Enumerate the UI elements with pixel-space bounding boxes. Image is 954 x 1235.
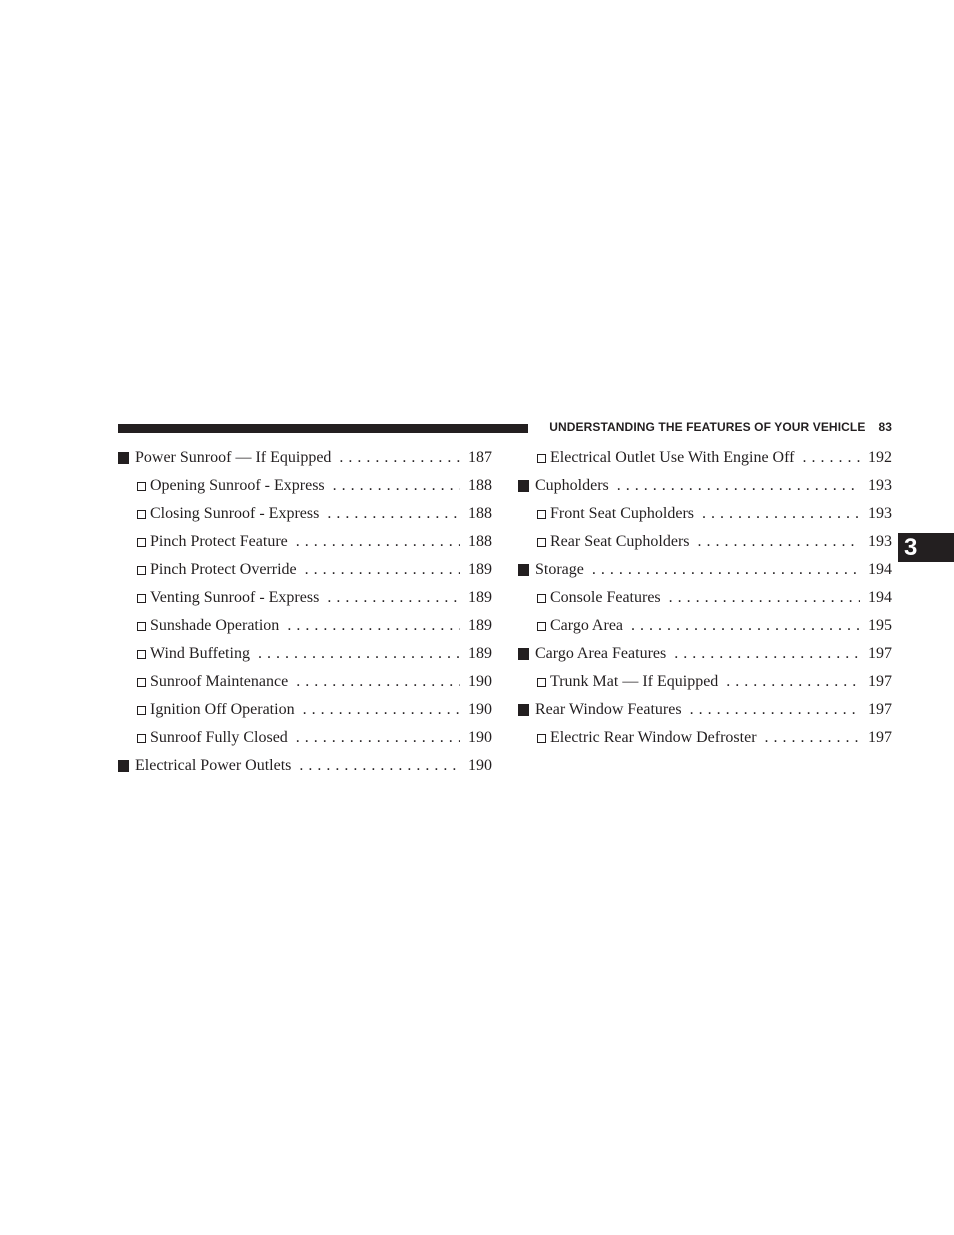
- toc-entry-page: 190: [468, 673, 492, 690]
- dot-leader: [333, 477, 460, 495]
- toc-entry-page: 197: [868, 729, 892, 746]
- chapter-tab: [898, 533, 954, 562]
- hollow-square-bullet-icon: [137, 622, 146, 631]
- hollow-square-bullet-icon: [537, 678, 546, 687]
- toc-subentry[interactable]: [518, 584, 892, 612]
- dot-leader: [339, 449, 460, 467]
- toc-entry-label: Sunroof Maintenance: [150, 673, 289, 690]
- chapter-number: 3: [904, 533, 918, 561]
- toc-column-left: [118, 444, 492, 780]
- toc-entry-label: Electric Rear Window Defroster: [550, 729, 757, 746]
- toc-entry-label: Rear Window Features: [535, 701, 682, 718]
- hollow-square-bullet-icon: [537, 622, 546, 631]
- toc-entry-page: 197: [868, 673, 892, 690]
- dot-leader: [305, 561, 460, 579]
- toc-entry-page: 193: [868, 505, 892, 522]
- toc-entry-page: 188: [468, 477, 492, 494]
- filled-square-bullet-icon: [518, 648, 529, 660]
- filled-square-bullet-icon: [118, 760, 129, 772]
- toc-entry-page: 189: [468, 645, 492, 662]
- toc-subentry[interactable]: [118, 724, 492, 752]
- dot-leader: [296, 729, 460, 747]
- header-title-text: UNDERSTANDING THE FEATURES OF YOUR VEHICLE: [549, 420, 866, 434]
- dot-leader: [617, 477, 860, 495]
- hollow-square-bullet-icon: [137, 538, 146, 547]
- toc-entry-page: 197: [868, 701, 892, 718]
- toc-entry-label: Pinch Protect Override: [150, 561, 297, 578]
- toc-subentry[interactable]: [518, 528, 892, 556]
- hollow-square-bullet-icon: [137, 706, 146, 715]
- toc-subentry[interactable]: [518, 612, 892, 640]
- dot-leader: [702, 505, 860, 523]
- hollow-square-bullet-icon: [537, 510, 546, 519]
- toc-entry-label: Sunshade Operation: [150, 617, 280, 634]
- dot-leader: [327, 505, 460, 523]
- dot-leader: [327, 589, 460, 607]
- toc-entry-page: 195: [868, 617, 892, 634]
- toc-subentry[interactable]: [118, 500, 492, 528]
- toc-subentry[interactable]: [118, 556, 492, 584]
- toc-entry[interactable]: [518, 556, 892, 584]
- hollow-square-bullet-icon: [537, 538, 546, 547]
- hollow-square-bullet-icon: [537, 454, 546, 463]
- toc-entry-label: Rear Seat Cupholders: [550, 533, 690, 550]
- toc-entry-page: 193: [868, 477, 892, 494]
- toc-entry-page: 189: [468, 561, 492, 578]
- toc-entry-page: 187: [468, 449, 492, 466]
- hollow-square-bullet-icon: [137, 482, 146, 491]
- dot-leader: [631, 617, 860, 635]
- dot-leader: [690, 701, 860, 719]
- toc-subentry[interactable]: [118, 668, 492, 696]
- filled-square-bullet-icon: [518, 704, 529, 716]
- toc-entry-page: 192: [868, 449, 892, 466]
- toc-entry-label: Cupholders: [535, 477, 609, 494]
- toc-entry[interactable]: [118, 752, 492, 780]
- header-page-number: 83: [878, 420, 892, 434]
- toc-entry-page: 193: [868, 533, 892, 550]
- dot-leader: [674, 645, 860, 663]
- dot-leader: [296, 533, 460, 551]
- toc-entry-label: Venting Sunroof - Express: [150, 589, 320, 606]
- toc-entry-page: 190: [468, 701, 492, 718]
- toc-entry-label: Electrical Outlet Use With Engine Off: [550, 449, 795, 466]
- toc-entry-label: Power Sunroof — If Equipped: [135, 449, 332, 466]
- dot-leader: [287, 617, 460, 635]
- toc-subentry[interactable]: [518, 668, 892, 696]
- filled-square-bullet-icon: [518, 480, 529, 492]
- toc-entry[interactable]: [518, 472, 892, 500]
- dot-leader: [698, 533, 860, 551]
- hollow-square-bullet-icon: [537, 594, 546, 603]
- toc-entry-label: Trunk Mat — If Equipped: [550, 673, 719, 690]
- toc-entry-label: Wind Buffeting: [150, 645, 250, 662]
- toc-entry-page: 189: [468, 617, 492, 634]
- dot-leader: [592, 561, 860, 579]
- toc-entry-page: 194: [868, 589, 892, 606]
- toc-subentry[interactable]: [518, 444, 892, 472]
- toc-subentry[interactable]: [118, 584, 492, 612]
- toc-subentry[interactable]: [118, 528, 492, 556]
- toc-entry[interactable]: [518, 640, 892, 668]
- toc-subentry[interactable]: [518, 724, 892, 752]
- toc-entry[interactable]: [118, 444, 492, 472]
- hollow-square-bullet-icon: [137, 650, 146, 659]
- dot-leader: [765, 729, 860, 747]
- toc-entry-page: 188: [468, 533, 492, 550]
- dot-leader: [296, 673, 460, 691]
- filled-square-bullet-icon: [118, 452, 129, 464]
- dot-leader: [303, 701, 460, 719]
- toc-entry[interactable]: [518, 696, 892, 724]
- toc-entry-label: Front Seat Cupholders: [550, 505, 694, 522]
- toc-subentry[interactable]: [118, 612, 492, 640]
- toc-subentry[interactable]: [118, 472, 492, 500]
- toc-entry-label: Pinch Protect Feature: [150, 533, 288, 550]
- dot-leader: [299, 757, 460, 775]
- toc-entry-label: Storage: [535, 561, 584, 578]
- dot-leader: [802, 449, 860, 467]
- toc-subentry[interactable]: [118, 640, 492, 668]
- hollow-square-bullet-icon: [137, 734, 146, 743]
- toc-entry-page: 190: [468, 757, 492, 774]
- toc-entry-page: 190: [468, 729, 492, 746]
- toc-column-right: [518, 444, 892, 752]
- hollow-square-bullet-icon: [137, 678, 146, 687]
- header-rule: [118, 424, 528, 433]
- hollow-square-bullet-icon: [537, 734, 546, 743]
- toc-entry-page: 189: [468, 589, 492, 606]
- toc-entry-page: 197: [868, 645, 892, 662]
- toc-entry-label: Ignition Off Operation: [150, 701, 295, 718]
- toc-entry-label: Closing Sunroof - Express: [150, 505, 320, 522]
- dot-leader: [726, 673, 860, 691]
- toc-entry-label: Console Features: [550, 589, 661, 606]
- toc-entry-label: Opening Sunroof - Express: [150, 477, 325, 494]
- toc-subentry[interactable]: [118, 696, 492, 724]
- running-header: [538, 420, 892, 434]
- toc-entry-label: Sunroof Fully Closed: [150, 729, 288, 746]
- filled-square-bullet-icon: [518, 564, 529, 576]
- hollow-square-bullet-icon: [137, 510, 146, 519]
- toc-entry-label: Cargo Area Features: [535, 645, 667, 662]
- hollow-square-bullet-icon: [137, 566, 146, 575]
- dot-leader: [669, 589, 860, 607]
- toc-entry-page: 194: [868, 561, 892, 578]
- toc-entry-label: Electrical Power Outlets: [135, 757, 292, 774]
- dot-leader: [258, 645, 460, 663]
- toc-entry-label: Cargo Area: [550, 617, 624, 634]
- hollow-square-bullet-icon: [137, 594, 146, 603]
- toc-subentry[interactable]: [518, 500, 892, 528]
- toc-entry-page: 188: [468, 505, 492, 522]
